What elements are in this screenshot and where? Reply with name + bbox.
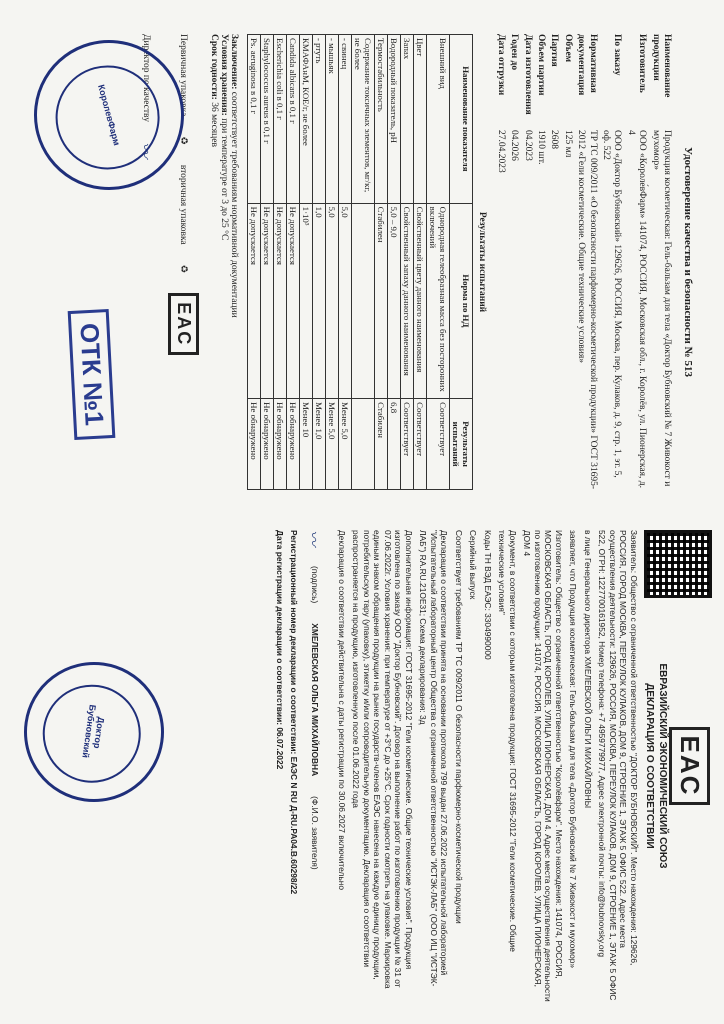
otk-stamp: ОТК №1 [68,309,116,440]
table-cell: 6,8 [387,399,400,490]
conclusion-label: Заключение: [228,34,239,90]
table-cell: Candida albicans в 0,1 г [286,35,299,204]
field-label: Изготовитель [637,34,648,93]
table-row [299,35,312,490]
conclusion-text: соответствует требованиям нормативной документации [228,91,239,318]
table-cell: 1,0 [312,203,325,398]
table-cell: Не допускается [247,203,260,398]
shelf-text: 36 месяцев [208,102,219,147]
table-cell [351,399,374,490]
storage-label: Условия хранения: [218,34,229,116]
declaration-seal-text: Доктор Бубновский [80,703,107,759]
field-label: Дата отгрузки [495,34,506,96]
document-text: Документ, в соответствии с которым изготовлена продукция: ГОСТ 31695-2012 "Гели косметические. Общие технические условия" [497,530,518,952]
field-label: Нормативная документация [576,34,598,96]
table-row [325,35,338,490]
certificate-field [521,34,532,490]
table-cell: Однородная гелеобразная масса без посторонних включений [426,203,449,398]
table-cell: Термостабильность [374,35,387,204]
registration-date: Дата регистрации декларации о соответствии: 06.07.2022 [275,530,285,770]
eac-mark-declaration: EAC [669,727,710,806]
signature-caption: (подпись) [310,566,320,604]
table-cell: Стабилен [374,203,387,398]
signer-name: ХМЕЛЕВСКАЯ ОЛЬГА МИХАЙЛОВНА [310,623,320,777]
field-label: Объем партии [536,34,547,96]
eac-mark-certificate: EAC [168,293,199,355]
table-cell: Менее 5,0 [325,399,338,490]
table-row [312,35,325,490]
declares-text: заявляет, что Продукция косметическая: Гель-бальзам для тела «Доктор Бубновский № 7 Живокост и мухомор» [568,530,579,969]
certificate-field [600,34,623,490]
table-cell: Не обнаружено [247,399,260,490]
person-text: в лице Генерального директора ХМЕЛЕВСКОЙ ОЛЬГИ МИХАЙЛОВНЫ [583,530,593,809]
certificate-field [535,34,546,490]
table-cell: Соответствует [400,399,413,490]
table-cell: Запах [400,35,413,204]
registration-number: Регистрационный номер декларации о соответствии: ЕАЭС N RU Д-RU.РА04.В.60298/22 [289,530,300,895]
table-cell: Свойственный цвету данного наименования [413,203,426,398]
certificate-field [575,34,598,490]
table-cell [351,203,374,398]
field-value: Продукция косметическая: Гель-бальзам для тела «Доктор Бубновский № 7 Живокост и мухомор» [650,130,672,487]
field-value: 04.2023 [522,130,533,161]
table-cell: Содержание токсичных элементов, мг/кг, не более [351,35,374,204]
signer-name-caption: (Ф.И.О. заявителя) [310,796,320,870]
packaging-label: Первичная упаковка [178,34,189,117]
table-cell: - ртуть [312,35,325,204]
table-row [247,35,260,490]
table-row [387,35,400,490]
certificate-field [548,34,559,490]
table-cell: Водородный показатель, pH [387,35,400,204]
table-cell: Менее 1,0 [312,399,325,490]
table-header-cell: Результаты испытаний [449,399,472,490]
field-value: 125 мл [562,130,573,158]
table-row [413,35,426,490]
conclusion-line [229,34,239,490]
table-row [260,35,273,490]
table-cell: Цвет [413,35,426,204]
recycle-icon: ♻ [177,136,188,145]
storage-text: при температуре от 3 до 25 °С [218,118,229,241]
field-value: ООО «Короле́вФарм» 141074, РОССИЯ, Московская обл., г. Королёв, ул. Пионерская, д. 4 [625,130,648,488]
table-cell: 5,0 [338,203,351,398]
additional-text: Дополнительная информация: ГОСТ 31695-2012 "Гели косметические. Общие технические условия". Продукция изготовлена по заказу ООО "Доктор Бубновский". Договор на выполнение работ по изготовлению продукции № 31 от 07.06.2022г. Условия хранения: при температуре от +3°С до +25°С. Срок годности смотреть на упаковке. Маркировка единым знаком обращения продукции на рынке государств-членов ЕАЭС нанесена на каждую единицу продукции, потребительскую тару (упаковку), этикетку и/или сопроводительную документацию. Декларация о соответствии распространяется на продукцию, изготовленную после 01.06.2022 года [351,530,414,989]
table-cell: Не допускается [286,203,299,398]
certificate-field [495,34,506,490]
field-value: ООО «Доктор Бубновский» 129626, РОССИЯ, Москва, пер. Кулаков, д. 9, стр. 1, эт. 5, оф. 522 [601,130,623,478]
declaration-header-1: ЕВРАЗИЙСКИЙ ЭКОНОМИЧЕСКИЙ СОЮЗ [657,663,668,869]
certificate-field [508,34,519,490]
applicant-signature-icon: 〰 [304,530,324,547]
certificate-field [624,34,647,490]
certificate-fields [495,34,672,490]
table-cell: - свинец [338,35,351,204]
field-label: Партия [549,34,560,67]
table-row [400,35,413,490]
table-row [338,35,351,490]
table-cell: 1·10³ [299,203,312,398]
table-cell: Менее 10 [299,399,312,490]
recycle-icon-2: ♻ [177,264,188,274]
table-cell: Не обнаружено [286,399,299,490]
declaration-of-conformity [0,512,724,1024]
validity-text: Декларация о соответствии действительна с даты регистрации по 30.06.2027 включительно [337,530,347,891]
applicant-text: Заявитель: Общество с ограниченной ответственностью "ДОКТОР БУБНОВСКИЙ". Место нахождения: 129626, РОССИЯ, ГОРОД МОСКВА, ПЕРЕУЛОК КУЛАКОВ, ДОМ 9, СТРОЕНИЕ 1, ЭТАЖ 5 ОФИС 522. Адрес места осуществления деятельности: 129626, РОССИЯ, МОСКВА, ПЕРЕУЛОК КУЛАКОВ, ДОМ 9, СТРОЕНИЕ 1, ЭТАЖ 5 ОФИС 522, ОГРН: 1227700161952, Номер телефона: +7 4959779977, Адрес электронной почты: info@bubnovsky.org [597,530,639,1001]
declaration-signature-line [304,530,327,1002]
certificate-field [561,34,572,490]
table-cell: Escherichia coli в 0,1 г [273,35,286,204]
table-cell: Свойственный запаху данного наименования [400,203,413,398]
table-header-cell: Норма по НД [449,203,472,398]
table-cell: Соответствует [426,399,449,490]
qr-code-icon [644,530,712,598]
field-value: ТР ТС 009/2011 «О безопасности парфюмерно-косметической продукции» ГОСТ 31695-2012 «Гели косметические. Общие технические условия» [576,130,598,490]
table-cell: Staphylococcus aureus в 0,1 г [260,35,273,204]
table-row [273,35,286,490]
results-title: Результаты испытаний [476,211,487,313]
field-label: Объем [562,34,573,63]
director-signature-icon: 〰 [135,141,155,158]
table-cell: КМАФАнМ, КОЕ/г, не более [299,35,312,204]
field-label: Дата изготовления [522,34,533,115]
table-cell: Стабилен [374,399,387,490]
shelf-life-line [209,34,219,490]
field-label: Годен до [509,34,520,71]
table-cell: 5,0 [325,203,338,398]
table-cell: Не обнаружено [273,399,286,490]
results-table [247,34,473,490]
director-label: Директор по качеству [141,34,152,122]
declaration-header-2: ДЕКЛАРАЦИЯ О СООТВЕТСТВИИ [644,683,655,849]
table-row [374,35,387,490]
field-label: Наименование продукции [650,34,672,98]
declaration-header [643,530,710,1002]
storage-line [219,34,229,490]
table-header-cell: Наименование показателя [449,35,472,204]
seal-text: КоролевФарм [96,83,122,147]
table-row [426,35,449,490]
field-value: 04.2026 [509,130,520,161]
table-cell: Внешний вид [426,35,449,204]
table-cell: Ps. aeruginosa в 0,1 г [247,35,260,204]
results-table-body [247,35,449,490]
certificate-title: Удостоверение качества и безопасности № 513 [682,147,694,377]
table-cell: Не обнаружено [260,399,273,490]
results-table-header [449,35,472,490]
conforms-text: Соответствует требованиям ТР ТС 009/2011 О безопасности парфюмерно-косметической продукции [454,530,464,924]
field-value: 1910 шт. [536,130,547,165]
table-cell: Не допускается [273,203,286,398]
table-row [351,35,374,490]
field-label: По заказу [612,34,623,76]
shelf-label: Срок годности: [208,34,219,100]
declaration-seal [15,653,173,811]
packaging-value: вторичная упаковка [178,164,189,245]
manufacturer-text: Изготовитель: Общество с ограниченной ответственностью "Королёвфарм". Место нахождения: 141074, РОССИЯ, МОСКОВСКАЯ ОБЛАСТЬ, ГОРОД КОРОЛЕВ, УЛИЦА ПИОНЕРСКАЯ, ДОМ 4. Адрес места осуществления деятельности по изготовлению продукции: 141074, РОССИЯ, МОСКОВСКАЯ ОБЛАСТЬ, ГОРОД КОРОЛЕВ, УЛИЦА ПИОНЕРСКАЯ, ДОМ 4 [522,530,564,1002]
certificate-field [649,34,672,490]
table-cell: Менее 5,0 [338,399,351,490]
table-cell: Не допускается [260,203,273,398]
table-row [286,35,299,490]
field-value: 27.04.2023 [495,130,506,173]
basis-text: Декларация о соответствии принята на основании протокола 799 выдан 27.06.2022 испытательной лабораторией "Испытательный лабораторный центр Общества с ограниченной ответственностью "ИСТЭК-ЛАБ" (ООО ИЦ "ИСТЭК-ЛАБ") RA.RU.21OE31; Схема декларирования: 3д [418,530,450,987]
field-value: 2608 [549,130,560,149]
table-cell: Соответствует [413,399,426,490]
serial-text: Серийный выпуск [468,530,479,600]
table-cell: - мышьяк [325,35,338,204]
codes-text: Коды ТН ВЭД ЕАЭС: 3304990000 [483,530,493,660]
table-cell: 5,0 – 9,0 [387,203,400,398]
